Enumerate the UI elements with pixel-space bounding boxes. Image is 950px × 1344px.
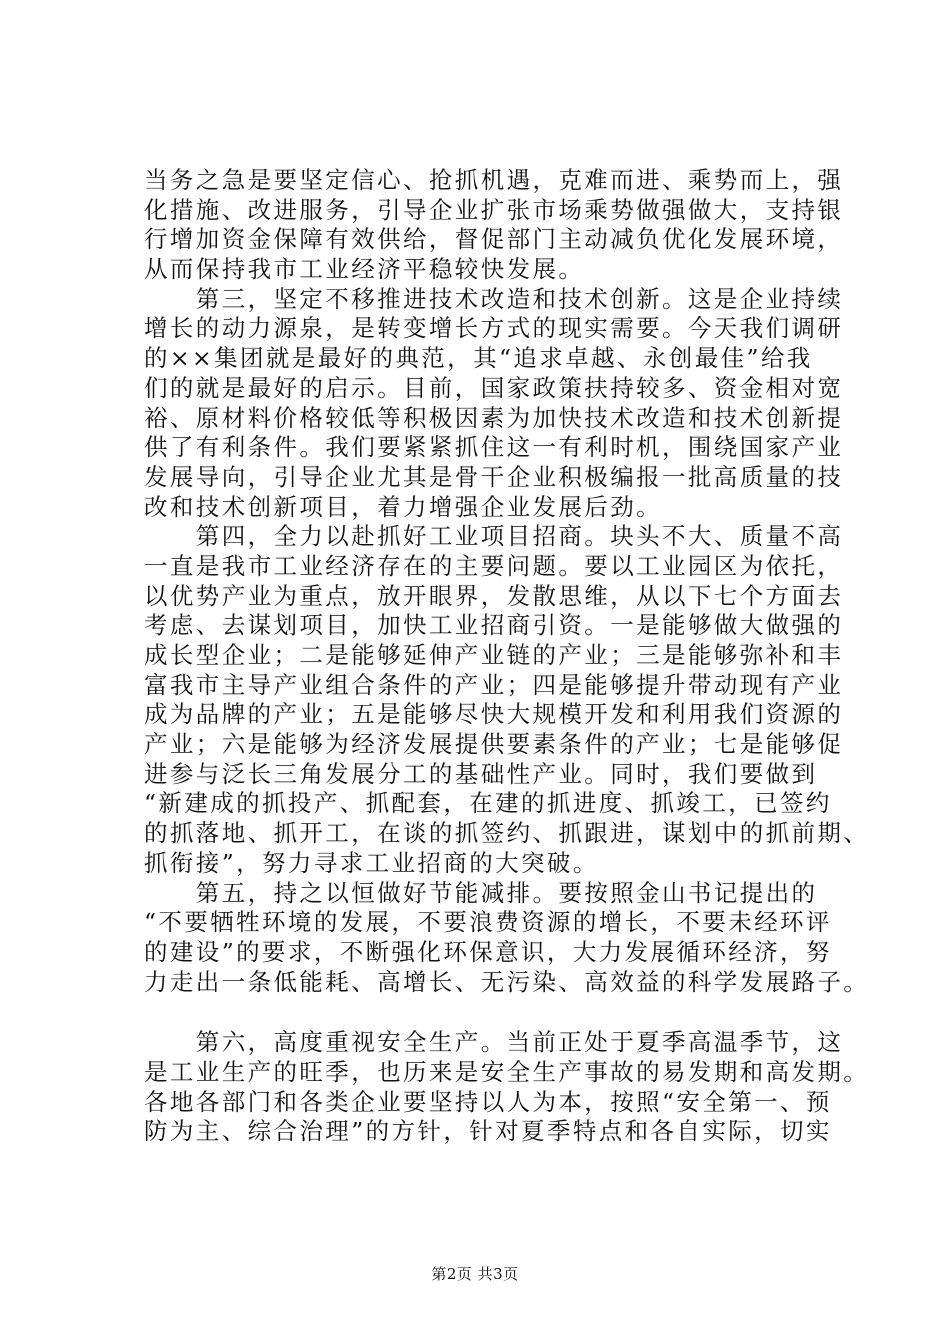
text-line: 的抓落地、抓开工，在谈的抓签约、抓跟进，谋划中的抓前期、 xyxy=(144,819,870,848)
text-line: 裕、原材料价格较低等积极因素为加快技术改造和技术创新提 xyxy=(144,403,844,432)
text-line: 供了有利条件。我们要紧紧抓住这一有利时机，围绕国家产业 xyxy=(144,433,844,462)
text-line: 改和技术创新项目，着力增强企业发展后劲。 xyxy=(144,492,662,521)
text-line: 发展导向，引导企业尤其是骨干企业积极编报一批高质量的技 xyxy=(144,462,844,491)
text-line: 化措施、改进服务，引导企业扩张市场乘势做强做大，支持银 xyxy=(144,195,844,224)
paragraph-gap xyxy=(144,997,834,1028)
document-body xyxy=(144,166,870,1147)
text-line: 从而保持我市工业经济平稳较快发展。 xyxy=(144,255,585,284)
text-line: 行增加资金保障有效供给，督促部门主动减负优化发展环境， xyxy=(144,225,844,254)
text-line: 第三，坚定不移推进技术改造和技术创新。这是企业持续 xyxy=(144,284,844,313)
text-line: 是工业生产的旺季，也历来是安全生产事故的易发期和高发期。 xyxy=(144,1057,870,1086)
text-line: 第六，高度重视安全生产。当前正处于夏季高温季节，这 xyxy=(144,1028,844,1057)
text-line: 各地各部门和各类企业要坚持以人为本，按照“安全第一、预 xyxy=(144,1087,832,1116)
text-line: 成为品牌的产业；五是能够尽快大规模开发和利用我们资源的 xyxy=(144,700,844,729)
text-line: 进参与泛长三角发展分工的基础性产业。同时，我们要做到 xyxy=(144,759,818,788)
text-line: 一直是我市工业经济存在的主要问题。要以工业园区为依托， xyxy=(144,551,844,580)
text-line: 第四，全力以赴抓好工业项目招商。块头不大、质量不高 xyxy=(144,522,844,551)
text-line: “不要牺牲环境的发展，不要浪费资源的增长，不要未经环评 xyxy=(144,908,832,937)
text-line: 产业；六是能够为经济发展提供要素条件的产业；七是能够促 xyxy=(144,730,844,759)
text-line: 以优势产业为重点，放开眼界，发散思维，从以下七个方面去 xyxy=(144,581,844,610)
text-line: 的××集团就是最好的典范，其“追求卓越、永创最佳”给我 xyxy=(144,344,813,373)
text-line: 力走出一条低能耗、高增长、无污染、高效益的科学发展路子。 xyxy=(144,967,870,996)
text-line: “新建成的抓投产、抓配套，在建的抓进度、抓竣工，已签约 xyxy=(144,789,832,818)
text-line: 的建设”的要求，不断强化环保意识，大力发展循环经济，努 xyxy=(144,937,832,966)
text-line: 成长型企业；二是能够延伸产业链的产业；三是能够弥补和丰 xyxy=(144,641,844,669)
text-line: 们的就是最好的启示。目前，国家政策扶持较多、资金相对宽 xyxy=(144,373,844,402)
page-number-footer: 第2页 共3页 xyxy=(431,1265,519,1283)
text-line: 抓衔接”，努力寻求工业招商的大突破。 xyxy=(144,848,599,877)
text-line: 增长的动力源泉，是转变增长方式的现实需要。今天我们调研 xyxy=(144,314,844,343)
text-line: 考虑、去谋划项目，加快工业招商引资。一是能够做大做强的 xyxy=(144,611,844,640)
text-line: 第五，持之以恒做好节能减排。要按照金山书记提出的 xyxy=(144,878,818,907)
text-line: 当务之急是要坚定信心、抢抓机遇，克难而进、乘势而上，强 xyxy=(144,166,844,194)
text-line: 防为主、综合治理”的方针，针对夏季特点和各自实际，切实 xyxy=(144,1117,832,1146)
text-line: 富我市主导产业组合条件的产业；四是能够提升带动现有产业 xyxy=(144,670,844,699)
